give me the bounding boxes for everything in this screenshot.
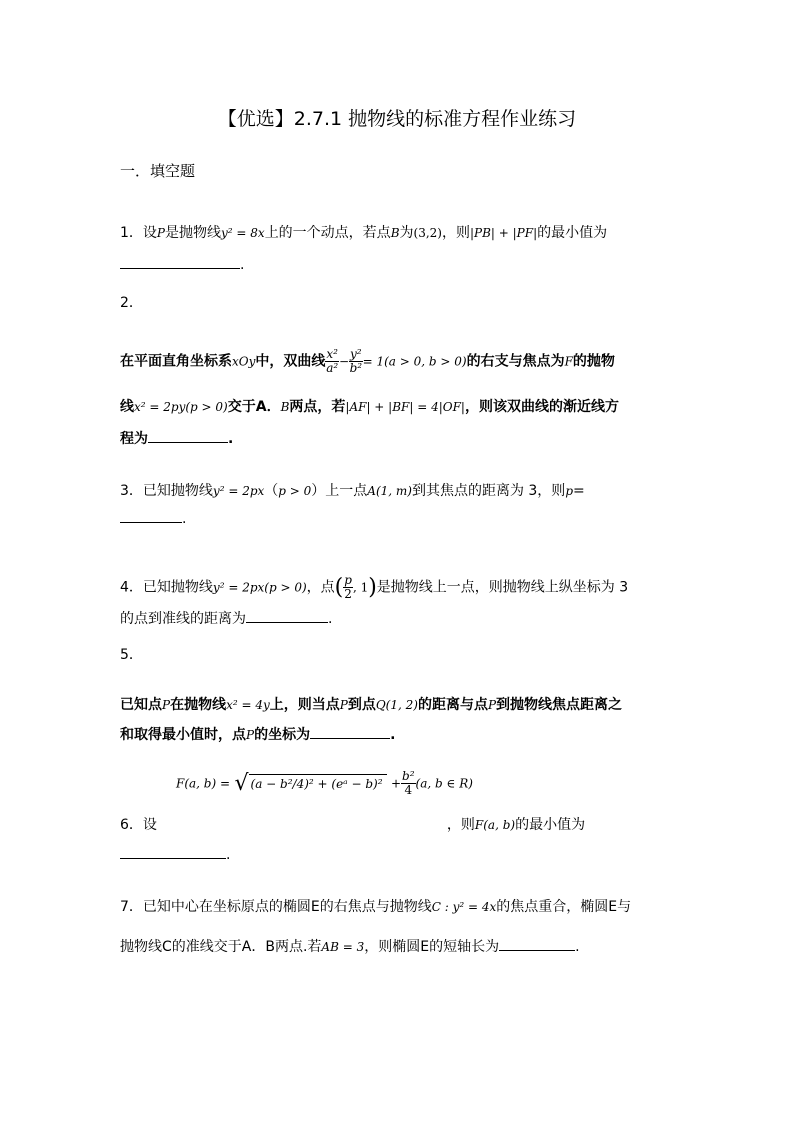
radical-sign: √: [234, 771, 249, 796]
question-2-line-2: 线x² = 2py(p > 0)交于A．B两点，若|AF| + |BF| = 4|OF|，则该双曲线的渐近线方: [120, 399, 619, 415]
fraction: $\frac{p}{2}$: [344, 573, 352, 601]
question-5-line-1: 已知点P在抛物线x² = 4y上，则当点P到点Q(1, 2)的距离与点P到抛物线焦点距离之: [120, 697, 623, 713]
fraction: $\frac{\text{y²}}{\text{b²}}$: [349, 347, 363, 375]
question-4-line-2: 的点到准线的距离为 .: [120, 611, 333, 627]
answer-blank: [120, 846, 226, 859]
question-2-line-3: 程为 .: [120, 431, 234, 447]
question-1-line-1: 1．设P是抛物线y² = 8x上的一个动点，若点B为(3,2)，则|PB| + |PF|的最小值为: [120, 225, 608, 241]
question-5-number: 5．: [120, 647, 143, 663]
question-6-line-1: 6．设 ，则F(a, b)的最小值为: [120, 817, 586, 833]
fraction: $\frac{\text{b²}}{4}$: [402, 769, 415, 797]
question-7-line-1: 7．已知中心在坐标原点的椭圆E的右焦点与抛物线C : y² = 4x的焦点重合，椭圆E与: [120, 899, 632, 915]
answer-blank: [499, 938, 575, 951]
question-3-answer: .: [120, 510, 674, 527]
answer-blank: [246, 610, 328, 623]
section-heading: 一．填空题: [120, 162, 196, 180]
answer-blank: [148, 430, 228, 443]
question-1-answer: .: [120, 256, 674, 273]
question-5-line-2: 和取得最小值时，点P的坐标为 .: [120, 727, 396, 743]
question-2-number: 2．: [120, 295, 143, 311]
answer-blank: [120, 256, 240, 269]
question-3-line-1: 3．已知抛物线y² = 2px（p > 0）上一点A(1, m)到其焦点的距离为 3，则p=: [120, 483, 585, 499]
question-2-line-1: 在平面直角坐标系xOy中，双曲线 $\frac{\text{x²}}{\text{a²}}$ − $\frac{\text{y²}}{\text{b²}}$ = 1(a > 0, b > 0)的右支与焦点为F的抛物: [120, 347, 615, 375]
fraction: $\frac{\text{x²}}{\text{a²}}$: [326, 347, 339, 375]
answer-blank: [310, 726, 390, 739]
question-6-formula: F(a, b) = √ (a − b²/4)² + (eᵃ − b)² + $\frac{\text{b²}}{4}$ (a, b ∈ R): [176, 769, 473, 797]
document-title: 【优选】2.7.1 抛物线的标准方程作业练习: [217, 108, 577, 130]
question-6-answer: .: [120, 846, 674, 863]
question-7-line-2: 抛物线C的准线交于A．B两点.若AB = 3，则椭圆E的短轴长为 .: [120, 939, 580, 955]
answer-blank: [120, 510, 182, 523]
question-4-line-1: 4．已知抛物线y² = 2px(p > 0)，点( $\frac{p}{2}$ , 1)是抛物线上一点，则抛物线上纵坐标为 3: [120, 573, 629, 601]
